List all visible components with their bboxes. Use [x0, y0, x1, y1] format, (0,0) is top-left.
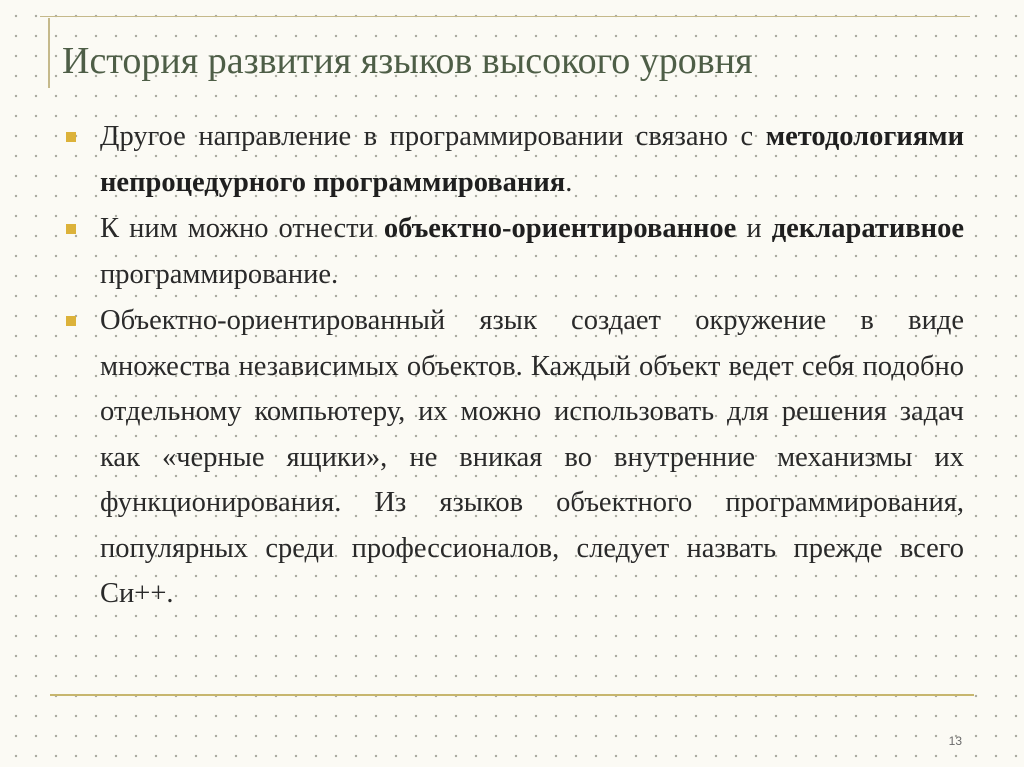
- bottom-rule: [50, 694, 974, 696]
- bullet-1-text-end: .: [565, 166, 573, 198]
- bullet-2-text-end: программирование.: [100, 258, 339, 290]
- bullet-item-3: [62, 298, 964, 617]
- bullet-2-text: К ним можно отнести: [100, 213, 384, 244]
- left-rule: [48, 18, 50, 88]
- bullet-list: [62, 114, 964, 618]
- bullet-1-text: Другое направление в программировании связано с: [100, 121, 766, 152]
- slide-title: История развития языков высокого уровня: [62, 40, 753, 82]
- square-bullet-icon: [66, 316, 76, 326]
- square-bullet-icon: [66, 224, 76, 234]
- page-number: 13: [948, 734, 962, 748]
- bullet-2-bold-term-1: объектно-ориентированное: [383, 213, 737, 244]
- bullet-item-1: [62, 114, 964, 205]
- square-bullet-icon: [66, 132, 76, 142]
- bullet-1-bold-term: методологиями непроцедурного программирования: [100, 121, 964, 198]
- bullet-item-2: [62, 206, 964, 297]
- bullet-3-text: Объектно-ориентированный язык создает окружение в виде множества независимых объектов. Каждый объект ведет себя подобно отдельному компьютеру, их можно использовать для решения задач как «черные ящики», не вникая во внутренние механизмы их функционирования. Из языков объектного программирования, популярных среди профессионалов, следует назвать прежде всего Си++.: [100, 305, 964, 609]
- bullet-2-bold-term-2: декларативное: [771, 213, 964, 244]
- bullet-2-text-middle: и: [736, 213, 772, 244]
- top-rule: [40, 16, 970, 17]
